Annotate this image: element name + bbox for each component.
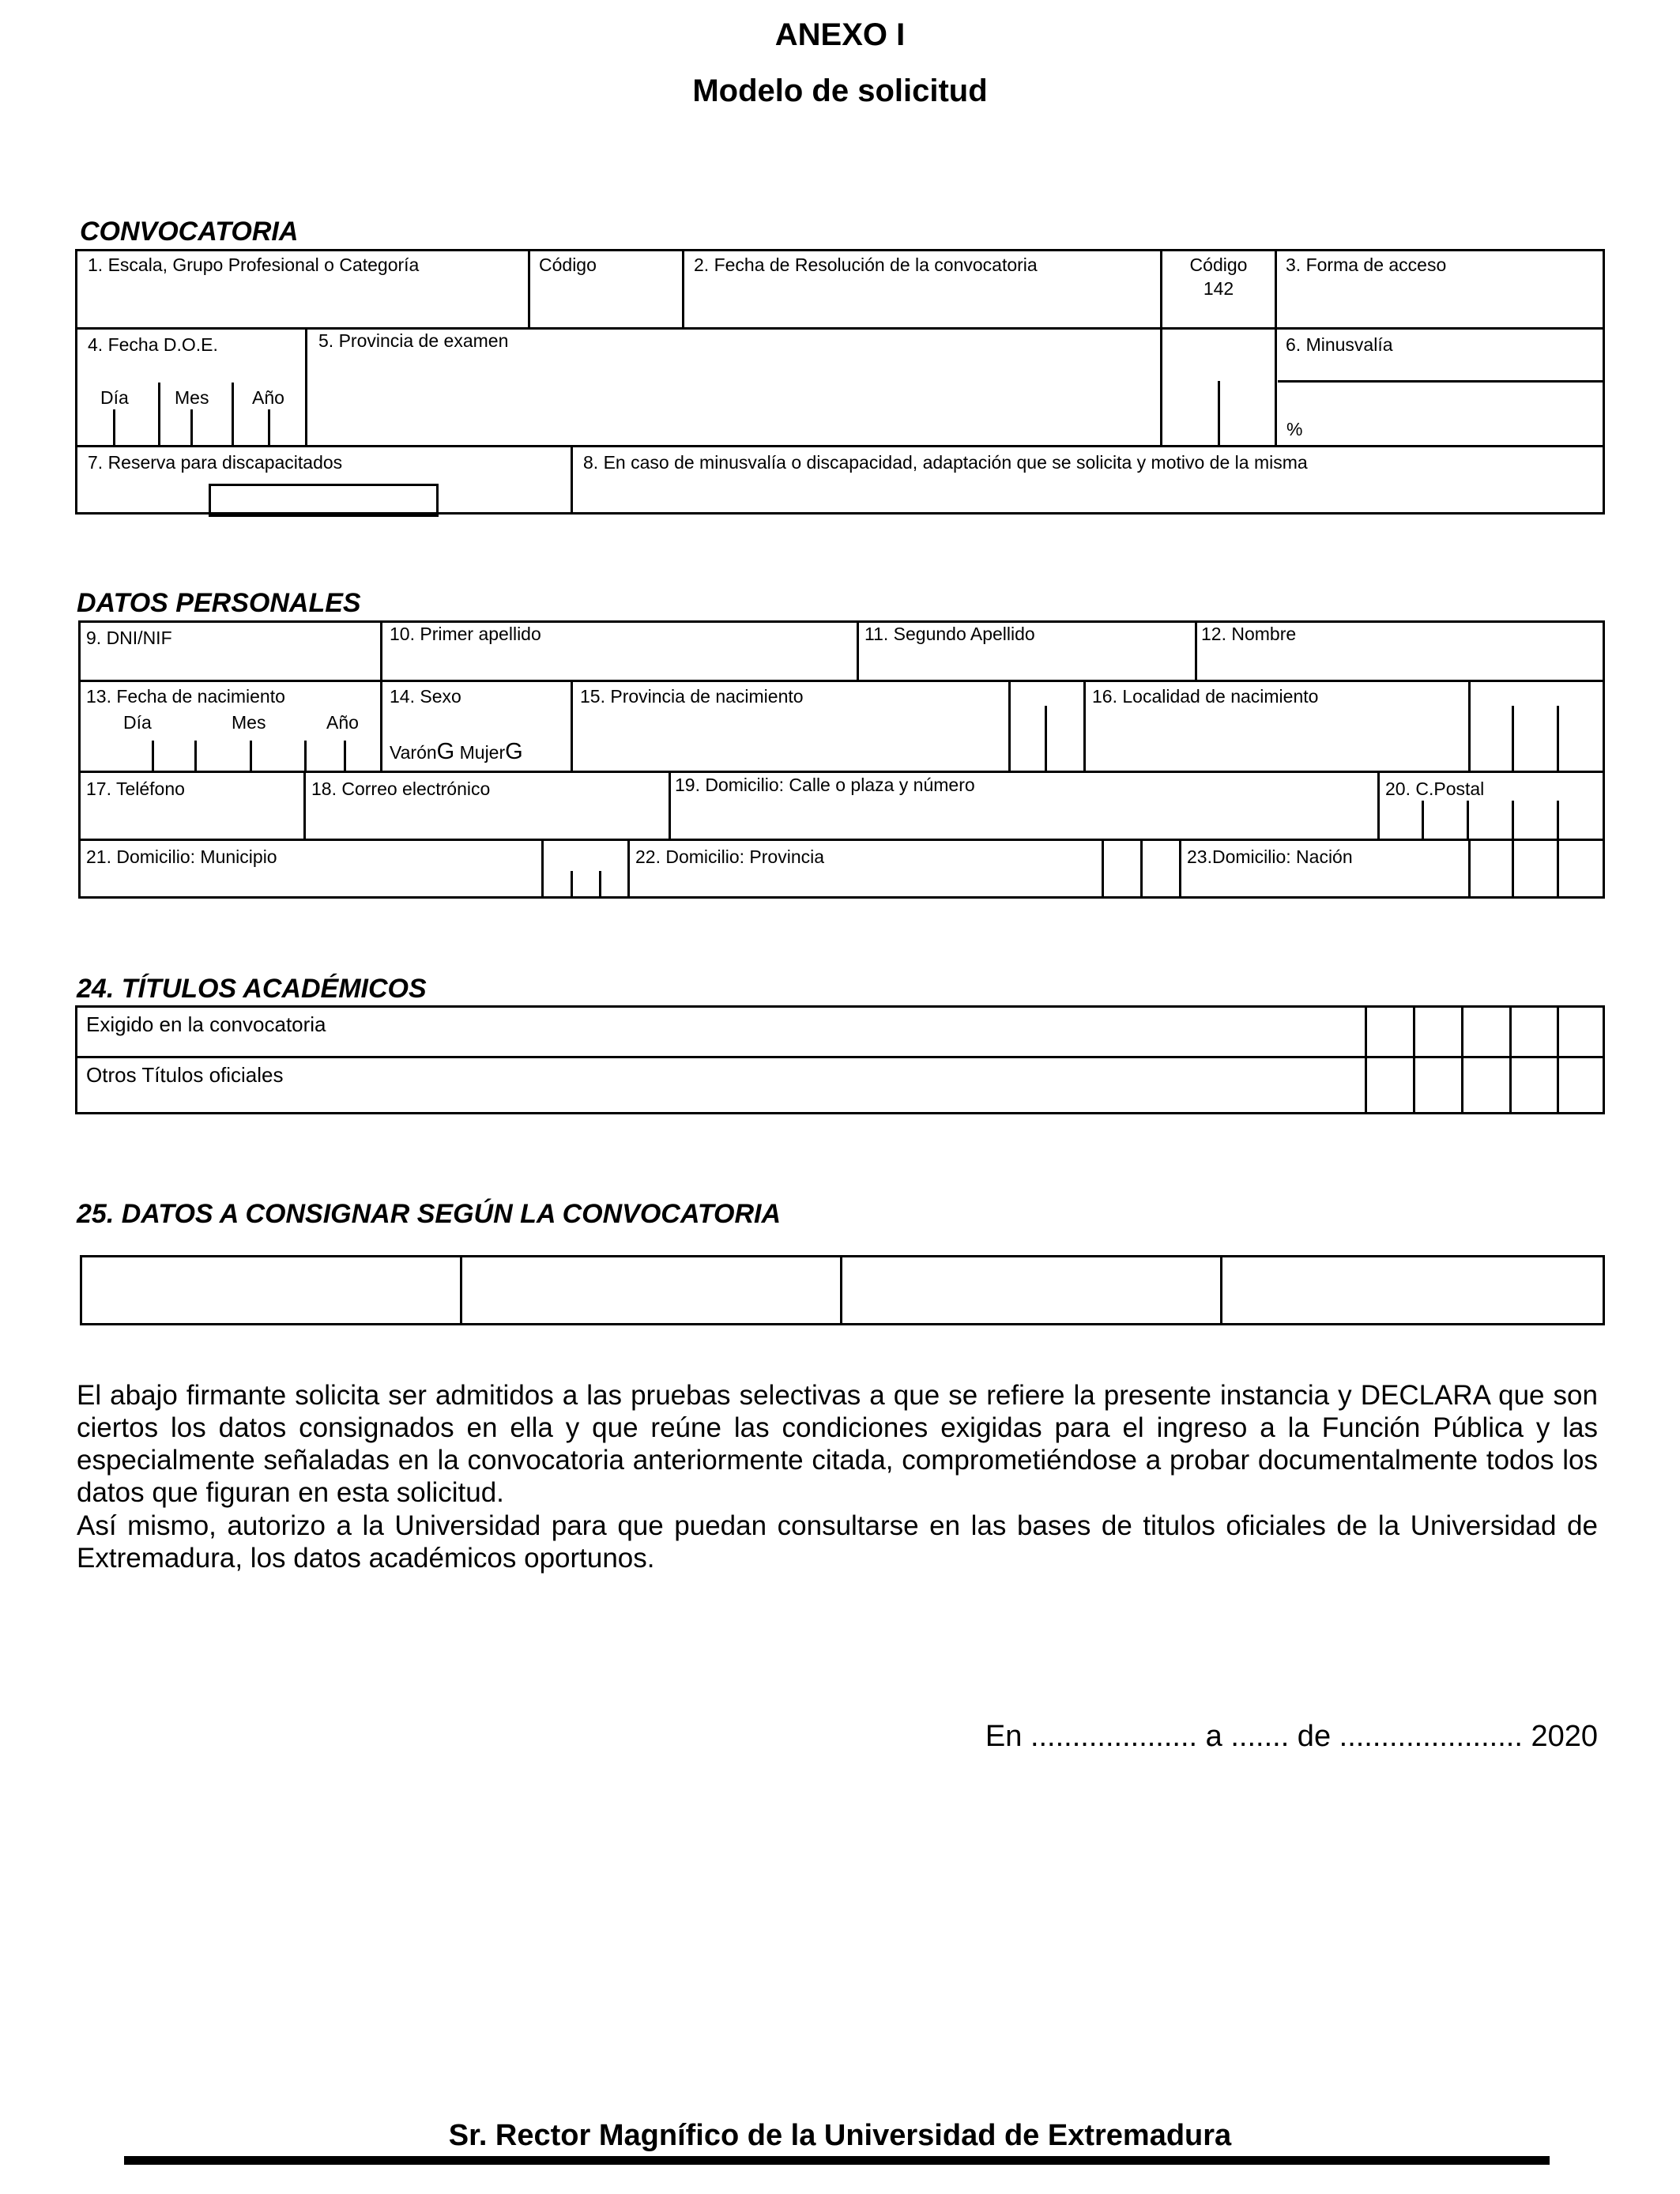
label-dia-nac: Día bbox=[123, 712, 152, 733]
label-escala: 1. Escala, Grupo Profesional o Categoría bbox=[88, 254, 420, 275]
label-fecha-nacimiento: 13. Fecha de nacimiento bbox=[86, 686, 285, 707]
label-domicilio-calle: 19. Domicilio: Calle o plaza y número bbox=[675, 775, 975, 795]
label-domicilio-provincia: 22. Domicilio: Provincia bbox=[635, 846, 825, 867]
footer-rule bbox=[124, 2156, 1550, 2165]
label-mes-nac: Mes bbox=[232, 712, 266, 733]
label-fecha-doe: 4. Fecha D.O.E. bbox=[88, 334, 218, 355]
label-primer-apellido: 10. Primer apellido bbox=[390, 624, 541, 644]
authorization-text: Así mismo, autorizo a la Universidad para que puedan consultarse en las bases de titulos oficiales de la Universidad de Extremadura, los datos académicos oportunos. bbox=[77, 1510, 1598, 1574]
label-nombre: 12. Nombre bbox=[1201, 624, 1297, 644]
reserva-checkbox[interactable] bbox=[209, 484, 439, 517]
footer-addressee: Sr. Rector Magnífico de la Universidad de Extremadura bbox=[448, 2119, 1232, 2152]
label-mes: Mes bbox=[175, 387, 209, 408]
codigo-value: 142 bbox=[1203, 278, 1234, 299]
label-percent: % bbox=[1286, 419, 1303, 439]
declaration-text: El abajo firmante solicita ser admitidos a las pruebas selectivas a que se refiere la presente instancia y DECLARA que son ciertos los datos consignados en ella y que reúne las condiciones exigidas para el ingreso a la Función Pública y las especialmente señaladas en la convocatoria anteriormente citada, comprometiéndose a probar documentalmente todos los datos que figuran en esta solicitud. bbox=[77, 1380, 1598, 1508]
label-varon: Varón bbox=[390, 742, 437, 763]
sexo-options bbox=[390, 739, 523, 765]
label-correo: 18. Correo electrónico bbox=[311, 778, 491, 799]
label-dia: Día bbox=[100, 387, 129, 408]
label-dni: 9. DNI/NIF bbox=[86, 628, 172, 648]
label-fecha-resolucion: 2. Fecha de Resolución de la convocatoria bbox=[694, 254, 1038, 275]
label-adaptacion: 8. En caso de minusvalía o discapacidad, adaptación que se solicita y motivo de la misma bbox=[583, 452, 1308, 473]
annex-title: ANEXO I bbox=[774, 17, 906, 52]
label-codigo: Código bbox=[539, 254, 597, 275]
label-sexo: 14. Sexo bbox=[390, 686, 461, 707]
varon-checkbox[interactable]: G bbox=[436, 739, 455, 764]
section-titulos: 24. TÍTULOS ACADÉMICOS bbox=[77, 974, 427, 1004]
label-localidad-nacimiento: 16. Localidad de nacimiento bbox=[1092, 686, 1319, 707]
section-convocatoria: CONVOCATORIA bbox=[80, 217, 299, 247]
label-mujer: Mujer bbox=[459, 742, 506, 763]
label-minusvalia: 6. Minusvalía bbox=[1286, 334, 1393, 355]
section-datos-personales: DATOS PERSONALES bbox=[77, 588, 361, 618]
label-segundo-apellido: 11. Segundo Apellido bbox=[864, 624, 1035, 644]
label-exigido: Exigido en la convocatoria bbox=[86, 1012, 326, 1036]
label-codigo-postal: 20. C.Postal bbox=[1385, 778, 1485, 799]
label-provincia-examen: 5. Provincia de examen bbox=[318, 330, 509, 351]
label-provincia-nacimiento: 15. Provincia de nacimiento bbox=[580, 686, 804, 707]
section-datos-consignar: 25. DATOS A CONSIGNAR SEGÚN LA CONVOCATORIA bbox=[77, 1199, 782, 1229]
label-telefono: 17. Teléfono bbox=[86, 778, 185, 799]
label-otros-titulos: Otros Títulos oficiales bbox=[86, 1063, 284, 1087]
label-codigo-2: Código bbox=[1189, 254, 1248, 275]
label-municipio: 21. Domicilio: Municipio bbox=[86, 846, 277, 867]
label-forma-acceso: 3. Forma de acceso bbox=[1286, 254, 1447, 275]
label-ano: Año bbox=[252, 387, 284, 408]
label-reserva: 7. Reserva para discapacitados bbox=[88, 452, 343, 473]
mujer-checkbox[interactable]: G bbox=[505, 739, 523, 764]
signature-place-date: En .................... a ....... de ...................... 2020 bbox=[985, 1720, 1598, 1753]
form-subtitle: Modelo de solicitud bbox=[692, 74, 988, 108]
label-nacion: 23.Domicilio: Nación bbox=[1187, 846, 1353, 867]
label-ano-nac: Año bbox=[326, 712, 359, 733]
